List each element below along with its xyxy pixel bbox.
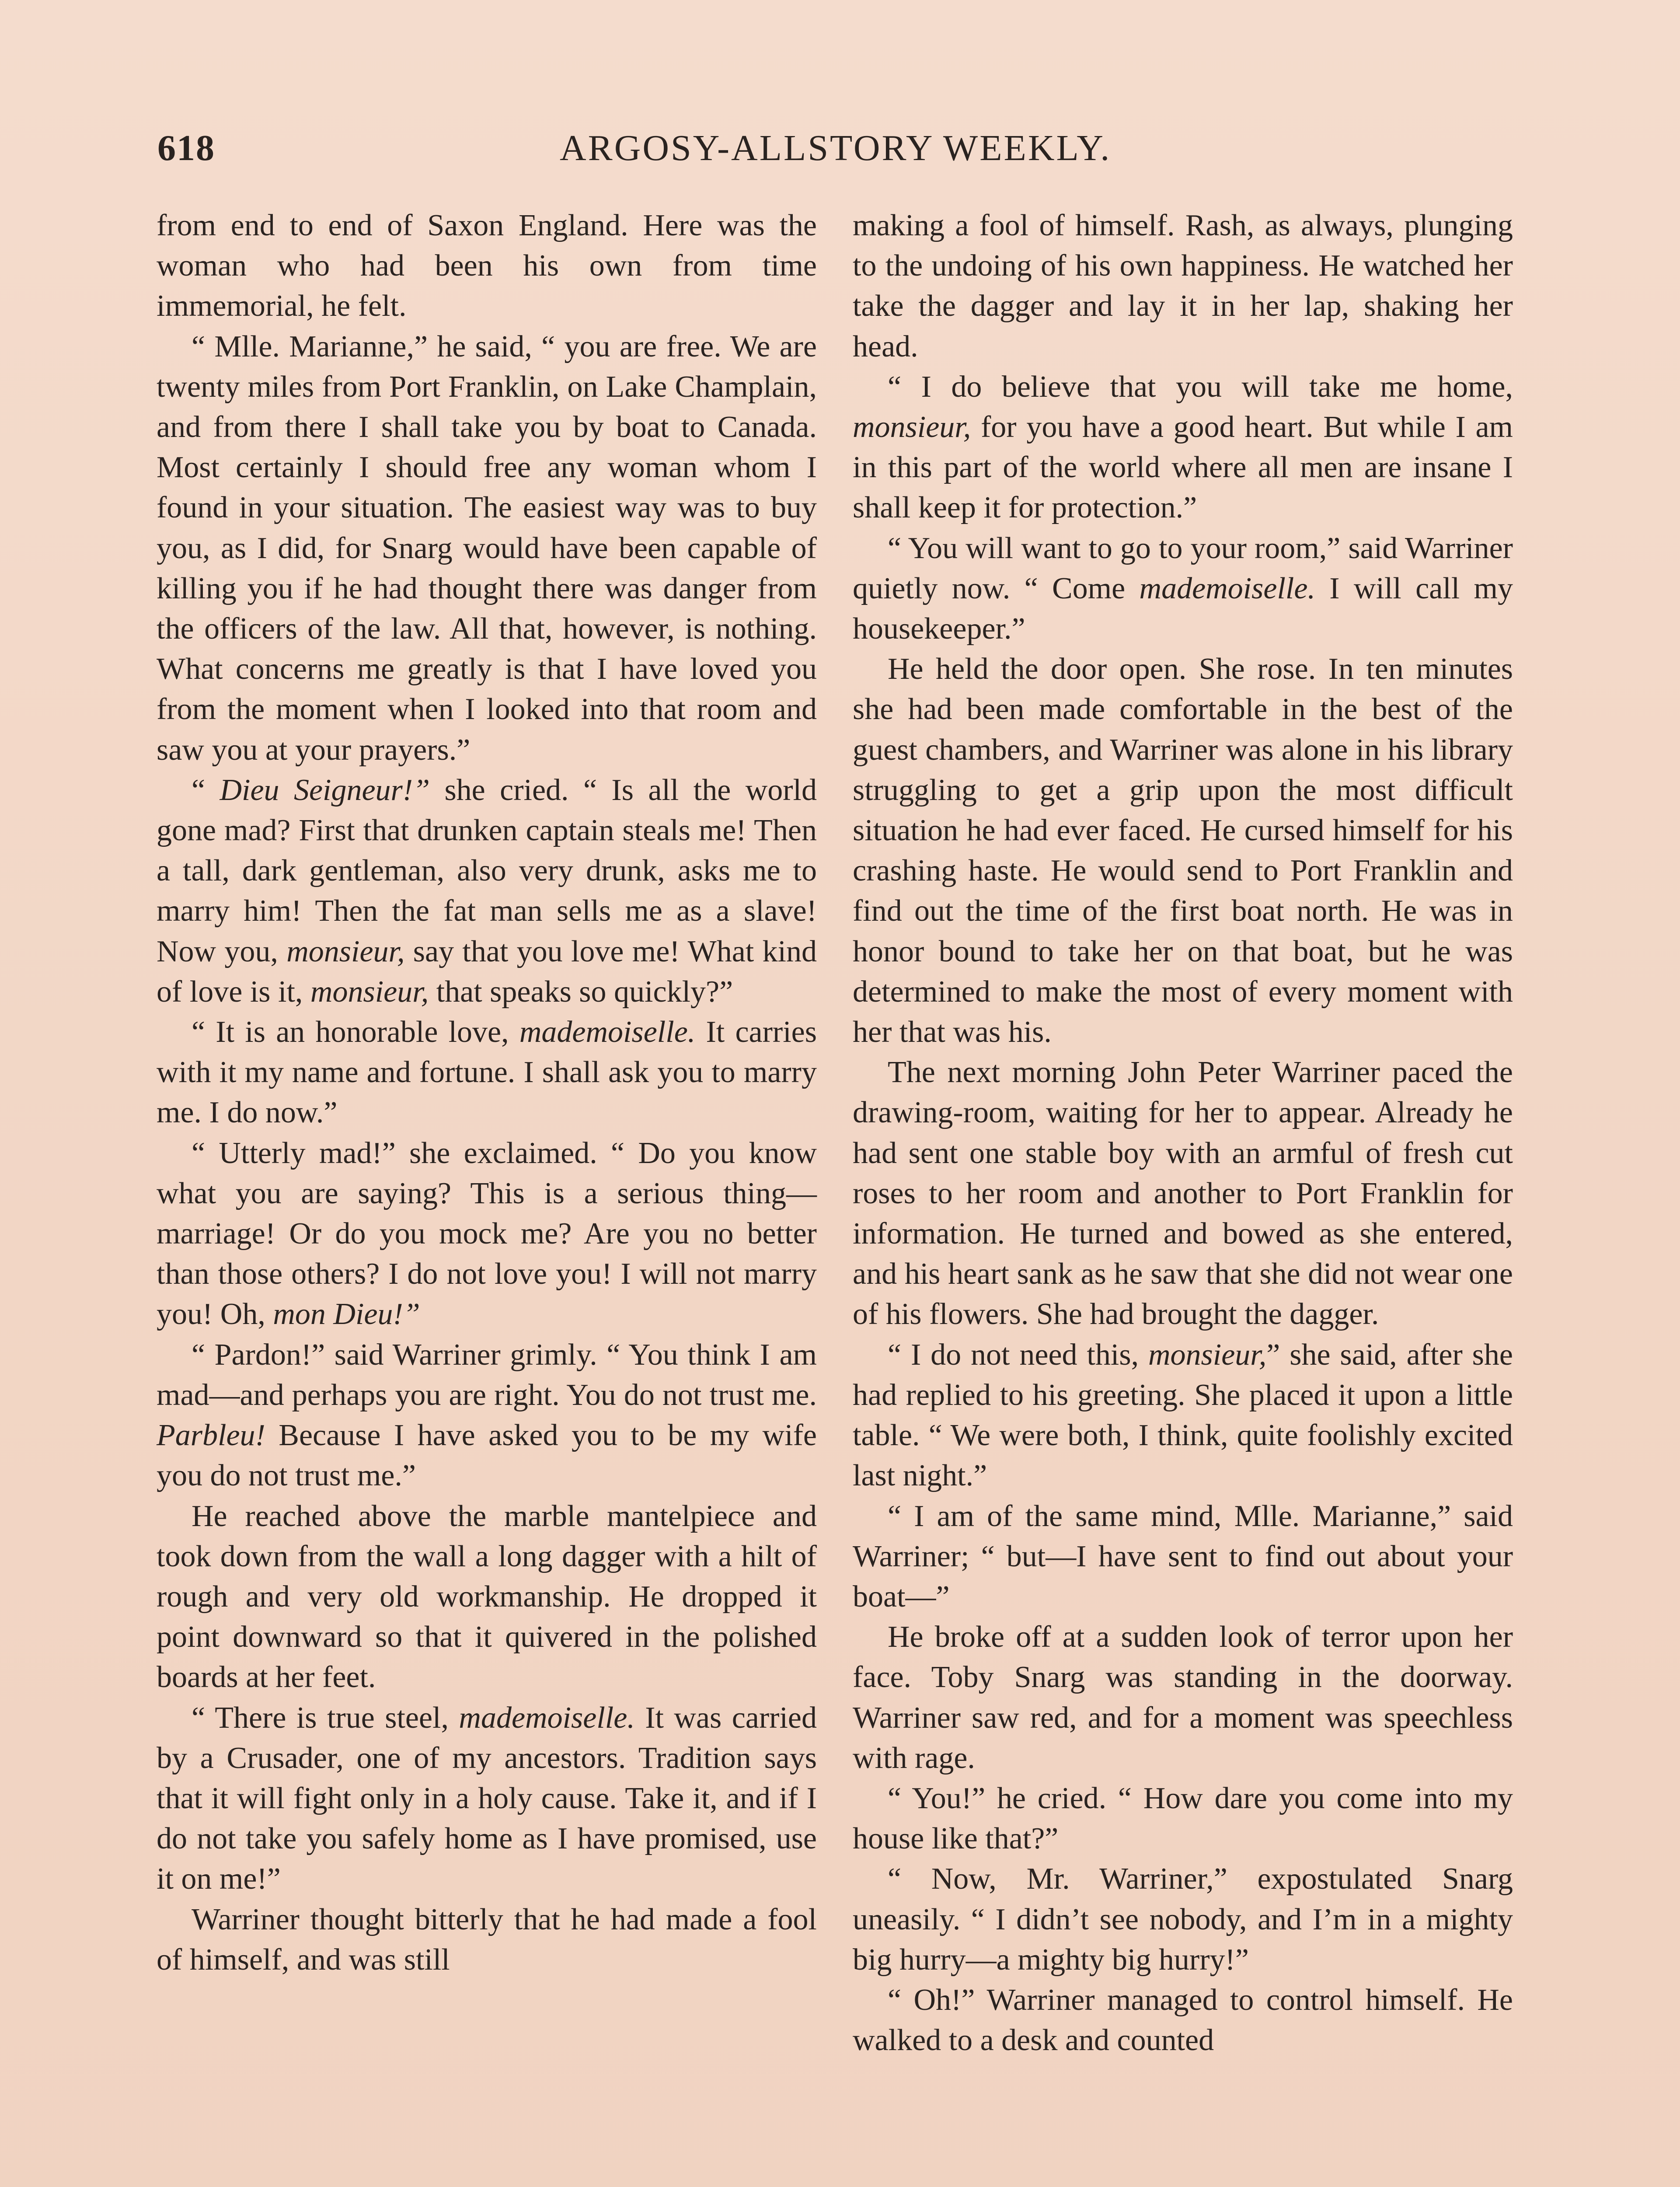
text-run: say that you love me! What kind of love is it, xyxy=(157,934,817,1009)
paragraph xyxy=(157,327,817,770)
italic-text: mademoiselle. xyxy=(459,1701,635,1735)
paragraph xyxy=(853,1496,1513,1618)
page-number: 618 xyxy=(157,128,215,168)
text-run: for you have a good heart. But while I am in this part of the world where all men are insane I shall keep it for protection.” xyxy=(853,410,1513,525)
text-run: I will call my housekeeper.” xyxy=(853,571,1513,646)
text-run: “ Now, Mr. Warriner,” expostulated Snarg uneasily. “ I didn’t see nobody, and I’m in a mighty big hurry—a mighty big hurry!” xyxy=(853,1862,1513,1977)
text-run: “ It is an honorable love, xyxy=(192,1015,519,1049)
text-run: He broke off at a sudden look of terror upon her face. Toby Snarg was standing in the doorway. Warriner saw red, and for a moment was speechless with rage. xyxy=(853,1620,1513,1775)
paragraph xyxy=(853,1980,1513,2061)
paragraph xyxy=(853,1617,1513,1778)
italic-text: mon Dieu!” xyxy=(273,1297,420,1331)
paragraph xyxy=(157,206,817,327)
text-run: “ Mlle. Marianne,” he said, “ you are free. We are twenty miles from Port Franklin, on Lake Champlain, and from there I shall take you by boat to Canada. Most certainly I should free any woman whom I found in your situation. The easiest way was to buy you, as I did, for Snarg would have been capable of killing you if he had thought there was danger from the officers of the law. All that, however, is nothing. What concerns me greatly is that I have loved you from the moment when I looked into that room and saw you at your prayers.” xyxy=(157,329,817,767)
italic-text: monsieur, xyxy=(1148,1338,1267,1372)
italic-text: mademoiselle. xyxy=(1139,571,1315,605)
text-run: Warriner thought bitterly that he had made a fool of himself, and was still xyxy=(157,1902,817,1977)
italic-text: monsieur, xyxy=(286,934,405,968)
text-run: making a fool of himself. Rash, as always, plunging to the undoing of his own happiness. He watched her take the dagger and lay it in her lap, shaking her head. xyxy=(853,209,1513,363)
italic-text: monsieur, xyxy=(310,975,429,1009)
paragraph xyxy=(853,528,1513,650)
text-run: “ You will want to go to your room,” said Warriner quietly now. “ Come xyxy=(853,531,1513,605)
italic-text: Dieu Seigneur!” xyxy=(220,773,430,807)
paragraph xyxy=(157,1335,817,1496)
text-run: “ I am of the same mind, Mlle. Marianne,” said Warriner; “ but—I have sent to find out about your boat—” xyxy=(853,1499,1513,1614)
paragraph xyxy=(157,1900,817,1980)
text-run: that speaks so quickly?” xyxy=(429,975,733,1009)
paragraph xyxy=(853,367,1513,528)
paragraph xyxy=(853,1052,1513,1335)
paragraph xyxy=(157,770,817,1012)
text-run: He held the door open. She rose. In ten minutes she had been made comfortable in the best of the guest chambers, and Warriner was alone in his library struggling to get a grip upon the most difficult situation he had ever faced. He cursed himself for his crashing haste. He would send to Port Franklin and find out the time of the first boat north. He was in honor bound to take her on that boat, but he was determined to make the most of every moment with her that was his. xyxy=(853,652,1513,1049)
text-run: “ Utterly mad!” she exclaimed. “ Do you know what you are saying? This is a serious thing—marriage! Or do you mock me? Are you no better than those others? I do not love you! I will not marry you! Oh, xyxy=(157,1136,817,1331)
text-run: The next morning John Peter Warriner paced the drawing-room, waiting for her to appear. Already he had sent one stable boy with an armful of fresh cut roses to her room and another to Port Franklin for information. He turned and bowed as she entered, and his heart sank as he saw that she did not wear one of his flowers. She had brought the dagger. xyxy=(853,1055,1513,1331)
text-run: Because I have asked you to be my wife you do not trust me.” xyxy=(157,1418,817,1493)
text-run: she cried. “ Is all the world gone mad? First that drunken captain steals me! Then a tall, dark gentleman, also very drunk, asks me to marry him! Then the fat man sells me as a slave! Now you, xyxy=(157,773,817,968)
right-text-column xyxy=(853,206,1513,2061)
text-run: It carries with it my name and fortune. I shall ask you to marry me. I do now.” xyxy=(157,1015,817,1130)
text-run: “ Pardon!” said Warriner grimly. “ You think I am mad—and perhaps you are right. You do not trust me. xyxy=(157,1338,817,1412)
paragraph xyxy=(157,1496,817,1698)
paragraph xyxy=(853,1778,1513,1859)
text-run: “ You!” he cried. “ How dare you come into my house like that?” xyxy=(853,1781,1513,1856)
text-run: ” she said, after she had replied to his greeting. She placed it upon a little table. “ We were both, I think, quite foolishly excited last night.” xyxy=(853,1338,1513,1493)
text-run: “ I do believe that you will take me home, xyxy=(888,370,1513,404)
left-text-column xyxy=(157,206,817,1980)
text-run: “ xyxy=(192,773,220,807)
text-run: “ Oh!” Warriner managed to control himself. He walked to a desk and counted xyxy=(853,1983,1513,2058)
paragraph xyxy=(853,1335,1513,1496)
paragraph xyxy=(157,1698,817,1900)
italic-text: Parbleu! xyxy=(157,1418,265,1453)
italic-text: mademoiselle. xyxy=(519,1015,696,1049)
paragraph xyxy=(157,1012,817,1133)
text-run: It was carried by a Crusader, one of my ancestors. Tradition says that it will fight only in a holy cause. Take it, and if I do not take you safely home as I have promised, use it on me!” xyxy=(157,1701,817,1896)
text-run: “ There is true steel, xyxy=(192,1701,459,1735)
italic-text: monsieur, xyxy=(853,410,971,444)
text-run: from end to end of Saxon England. Here was the woman who had been his own from time immemorial, he felt. xyxy=(157,209,817,323)
page-header xyxy=(157,127,1522,179)
paragraph xyxy=(853,206,1513,367)
paragraph xyxy=(157,1133,817,1335)
paragraph xyxy=(853,649,1513,1052)
running-head: ARGOSY-ALLSTORY WEEKLY. xyxy=(560,128,1112,168)
paragraph xyxy=(853,1859,1513,1980)
text-run: He reached above the marble mantelpiece and took down from the wall a long dagger with a hilt of rough and very old workmanship. He dropped it point downward so that it quivered in the polished boards at her feet. xyxy=(157,1499,817,1694)
text-run: “ I do not need this, xyxy=(888,1338,1148,1372)
